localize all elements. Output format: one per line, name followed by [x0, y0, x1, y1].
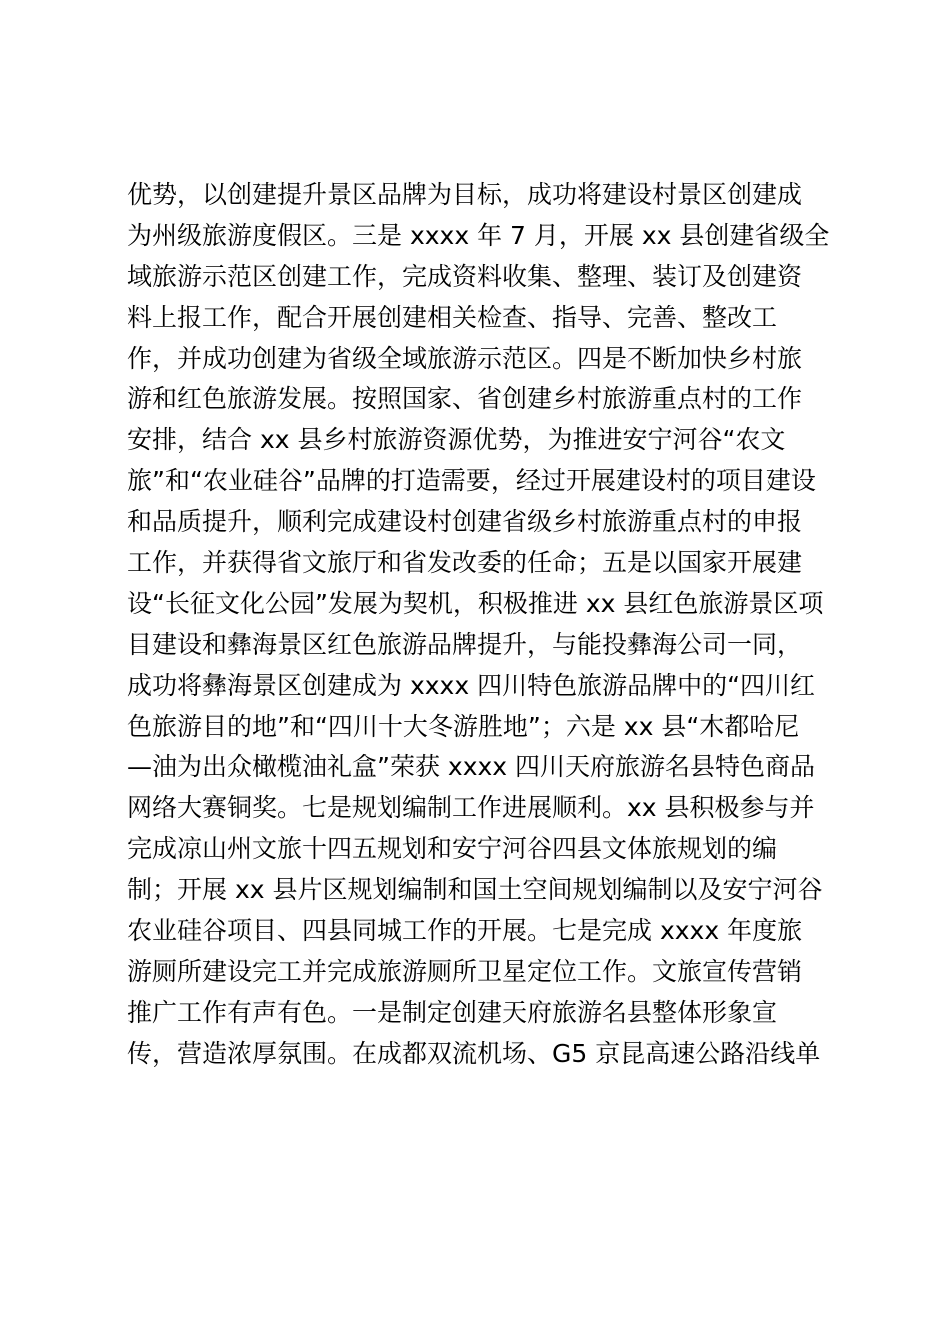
text-line: 网络大赛铜奖。七是规划编制工作进展顺利。xx 县积极参与并: [127, 793, 815, 823]
text-line: —油为出众橄榄油礼盒”荣获 xxxx 四川天府旅游名县特色商品: [127, 752, 816, 782]
text-line: 旅”和“农业硅谷”品牌的打造需要，经过开展建设村的项目建设: [127, 466, 816, 496]
text-line: 安排，结合 xx 县乡村旅游资源优势，为推进安宁河谷“农文: [127, 425, 786, 455]
body-paragraph: [127, 175, 847, 1075]
text-line: 料上报工作，配合开展创建相关检查、指导、完善、整改工: [127, 302, 778, 332]
text-line: 传，营造浓厚氛围。在成都双流机场、G5 京昆高速公路沿线单: [127, 1038, 821, 1068]
text-line: 色旅游目的地”和“四川十大冬游胜地”；六是 xx 县“木都哈尼: [127, 711, 800, 741]
text-line: 推广工作有声有色。一是制定创建天府旅游名县整体形象宣: [127, 997, 778, 1027]
text-line: 作，并成功创建为省级全域旅游示范区。四是不断加快乡村旅: [127, 343, 803, 373]
text-line: 域旅游示范区创建工作，完成资料收集、整理、装订及创建资: [127, 261, 803, 291]
text-line: 游和红色旅游发展。按照国家、省创建乡村旅游重点村的工作: [127, 384, 803, 414]
text-line: 和品质提升，顺利完成建设村创建省级乡村旅游重点村的申报: [127, 507, 803, 537]
text-line: 游厕所建设完工并完成旅游厕所卫星定位工作。文旅宣传营销: [127, 956, 803, 986]
text-line: 完成凉山州文旅十四五规划和安宁河谷四县文体旅规划的编: [127, 834, 778, 864]
text-line: 工作，并获得省文旅厅和省发改委的任命；五是以国家开展建: [127, 548, 803, 578]
text-line: 为州级旅游度假区。三是 xxxx 年 7 月，开展 xx 县创建省级全: [127, 220, 830, 250]
text-line: 优势，以创建提升景区品牌为目标，成功将建设村景区创建成: [127, 180, 803, 209]
text-line: 农业硅谷项目、四县同城工作的开展。七是完成 xxxx 年度旅: [127, 916, 803, 946]
text-line: 目建设和彝海景区红色旅游品牌提升，与能投彝海公司一同，: [127, 629, 803, 659]
text-line: 设“长征文化公园”发展为契机，积极推进 xx 县红色旅游景区项: [127, 588, 824, 618]
text-line: 成功将彝海景区创建成为 xxxx 四川特色旅游品牌中的“四川红: [127, 670, 816, 700]
text-line: 制；开展 xx 县片区规划编制和国土空间规划编制以及安宁河谷: [127, 875, 823, 905]
